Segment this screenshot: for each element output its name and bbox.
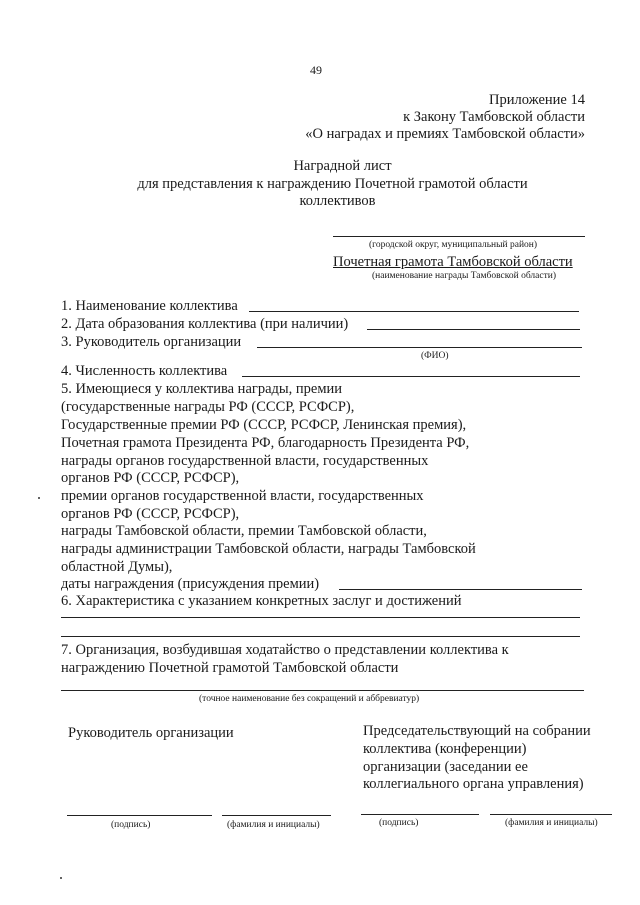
field-5-line: областной Думы), [61, 559, 173, 575]
field-5-line: 5. Имеющиеся у коллектива награды, премии [61, 381, 343, 397]
right-signature-field[interactable] [361, 814, 479, 815]
right-name-caption: (фамилия и инициалы) [505, 818, 598, 828]
right-name-field[interactable] [490, 814, 612, 815]
field-2-label: 2. Дата образования коллектива (при наличии) [61, 316, 349, 332]
field-5-line: награды администрации Тамбовской области, награды Тамбовской [61, 541, 476, 557]
appendix-line-3: «О наградах и премиях Тамбовской области» [305, 126, 585, 142]
field-5-line: Государственные премии РФ (СССР, РСФСР, Ленинская премия), [61, 417, 467, 433]
field-5-line: награды Тамбовской области, премии Тамбовской области, [61, 523, 427, 539]
field-2-input[interactable] [367, 329, 580, 330]
appendix-line-2: к Закону Тамбовской области [403, 109, 585, 125]
right-signature-caption: (подпись) [379, 818, 419, 828]
right-signer-line: коллегиального органа управления) [363, 776, 584, 792]
page-number: 49 [310, 63, 322, 77]
field-5-line: органов РФ (СССР, РСФСР), [61, 506, 240, 522]
scan-mark [38, 497, 40, 499]
district-caption: (городской округ, муниципальный район) [369, 240, 538, 250]
field-3-label: 3. Руководитель организации [61, 334, 242, 350]
field-1-label: 1. Наименование коллектива [61, 298, 238, 314]
left-signature-field[interactable] [67, 815, 212, 816]
left-signer-title: Руководитель организации [68, 725, 234, 741]
field-5-dates-input[interactable] [339, 589, 582, 590]
right-signer-line: организации (заседании ее [363, 759, 528, 775]
award-name: Почетная грамота Тамбовской области [333, 254, 573, 270]
field-5-line: Почетная грамота Президента РФ, благодарность Президента РФ, [61, 435, 470, 451]
field-3-input[interactable] [257, 347, 582, 348]
field-4-input[interactable] [242, 376, 580, 377]
field-7-input[interactable] [61, 690, 584, 691]
field-5-line: (государственные награды РФ (СССР, РСФСР), [61, 399, 355, 415]
field-5-dates-label: даты награждения (присуждения премии) [61, 576, 320, 592]
title-line-2: для представления к награждению Почетной грамотой области [137, 176, 528, 192]
field-7-line-2: награждению Почетной грамотой Тамбовской области [61, 660, 399, 676]
field-7-line-1: 7. Организация, возбудившая ходатайство о представлении коллектива к [61, 642, 509, 658]
title-line-1: Наградной лист [293, 158, 392, 174]
field-1-input[interactable] [249, 311, 579, 312]
fio-caption: (ФИО) [421, 351, 449, 361]
field-6-input-2[interactable] [61, 636, 580, 637]
right-signer-line: Председательствующий на собрании [363, 723, 591, 739]
award-caption: (наименование награды Тамбовской области) [372, 271, 556, 281]
field-6-input-1[interactable] [61, 617, 580, 618]
scan-mark [60, 877, 62, 879]
field-7-caption: (точное наименование без сокращений и аббревиатур) [199, 694, 420, 704]
left-name-field[interactable] [222, 815, 331, 816]
left-name-caption: (фамилия и инициалы) [227, 820, 320, 830]
appendix-line-1: Приложение 14 [489, 92, 585, 108]
field-5-line: органов РФ (СССР, РСФСР), [61, 470, 240, 486]
left-signature-caption: (подпись) [111, 820, 151, 830]
field-4-label: 4. Численность коллектива [61, 363, 228, 379]
field-6-label: 6. Характеристика с указанием конкретных заслуг и достижений [61, 593, 462, 609]
field-5-line: премии органов государственной власти, государственных [61, 488, 424, 504]
district-field[interactable] [333, 236, 585, 237]
title-line-3: коллективов [299, 193, 376, 209]
right-signer-line: коллектива (конференции) [363, 741, 527, 757]
field-5-line: награды органов государственной власти, государственных [61, 453, 429, 469]
